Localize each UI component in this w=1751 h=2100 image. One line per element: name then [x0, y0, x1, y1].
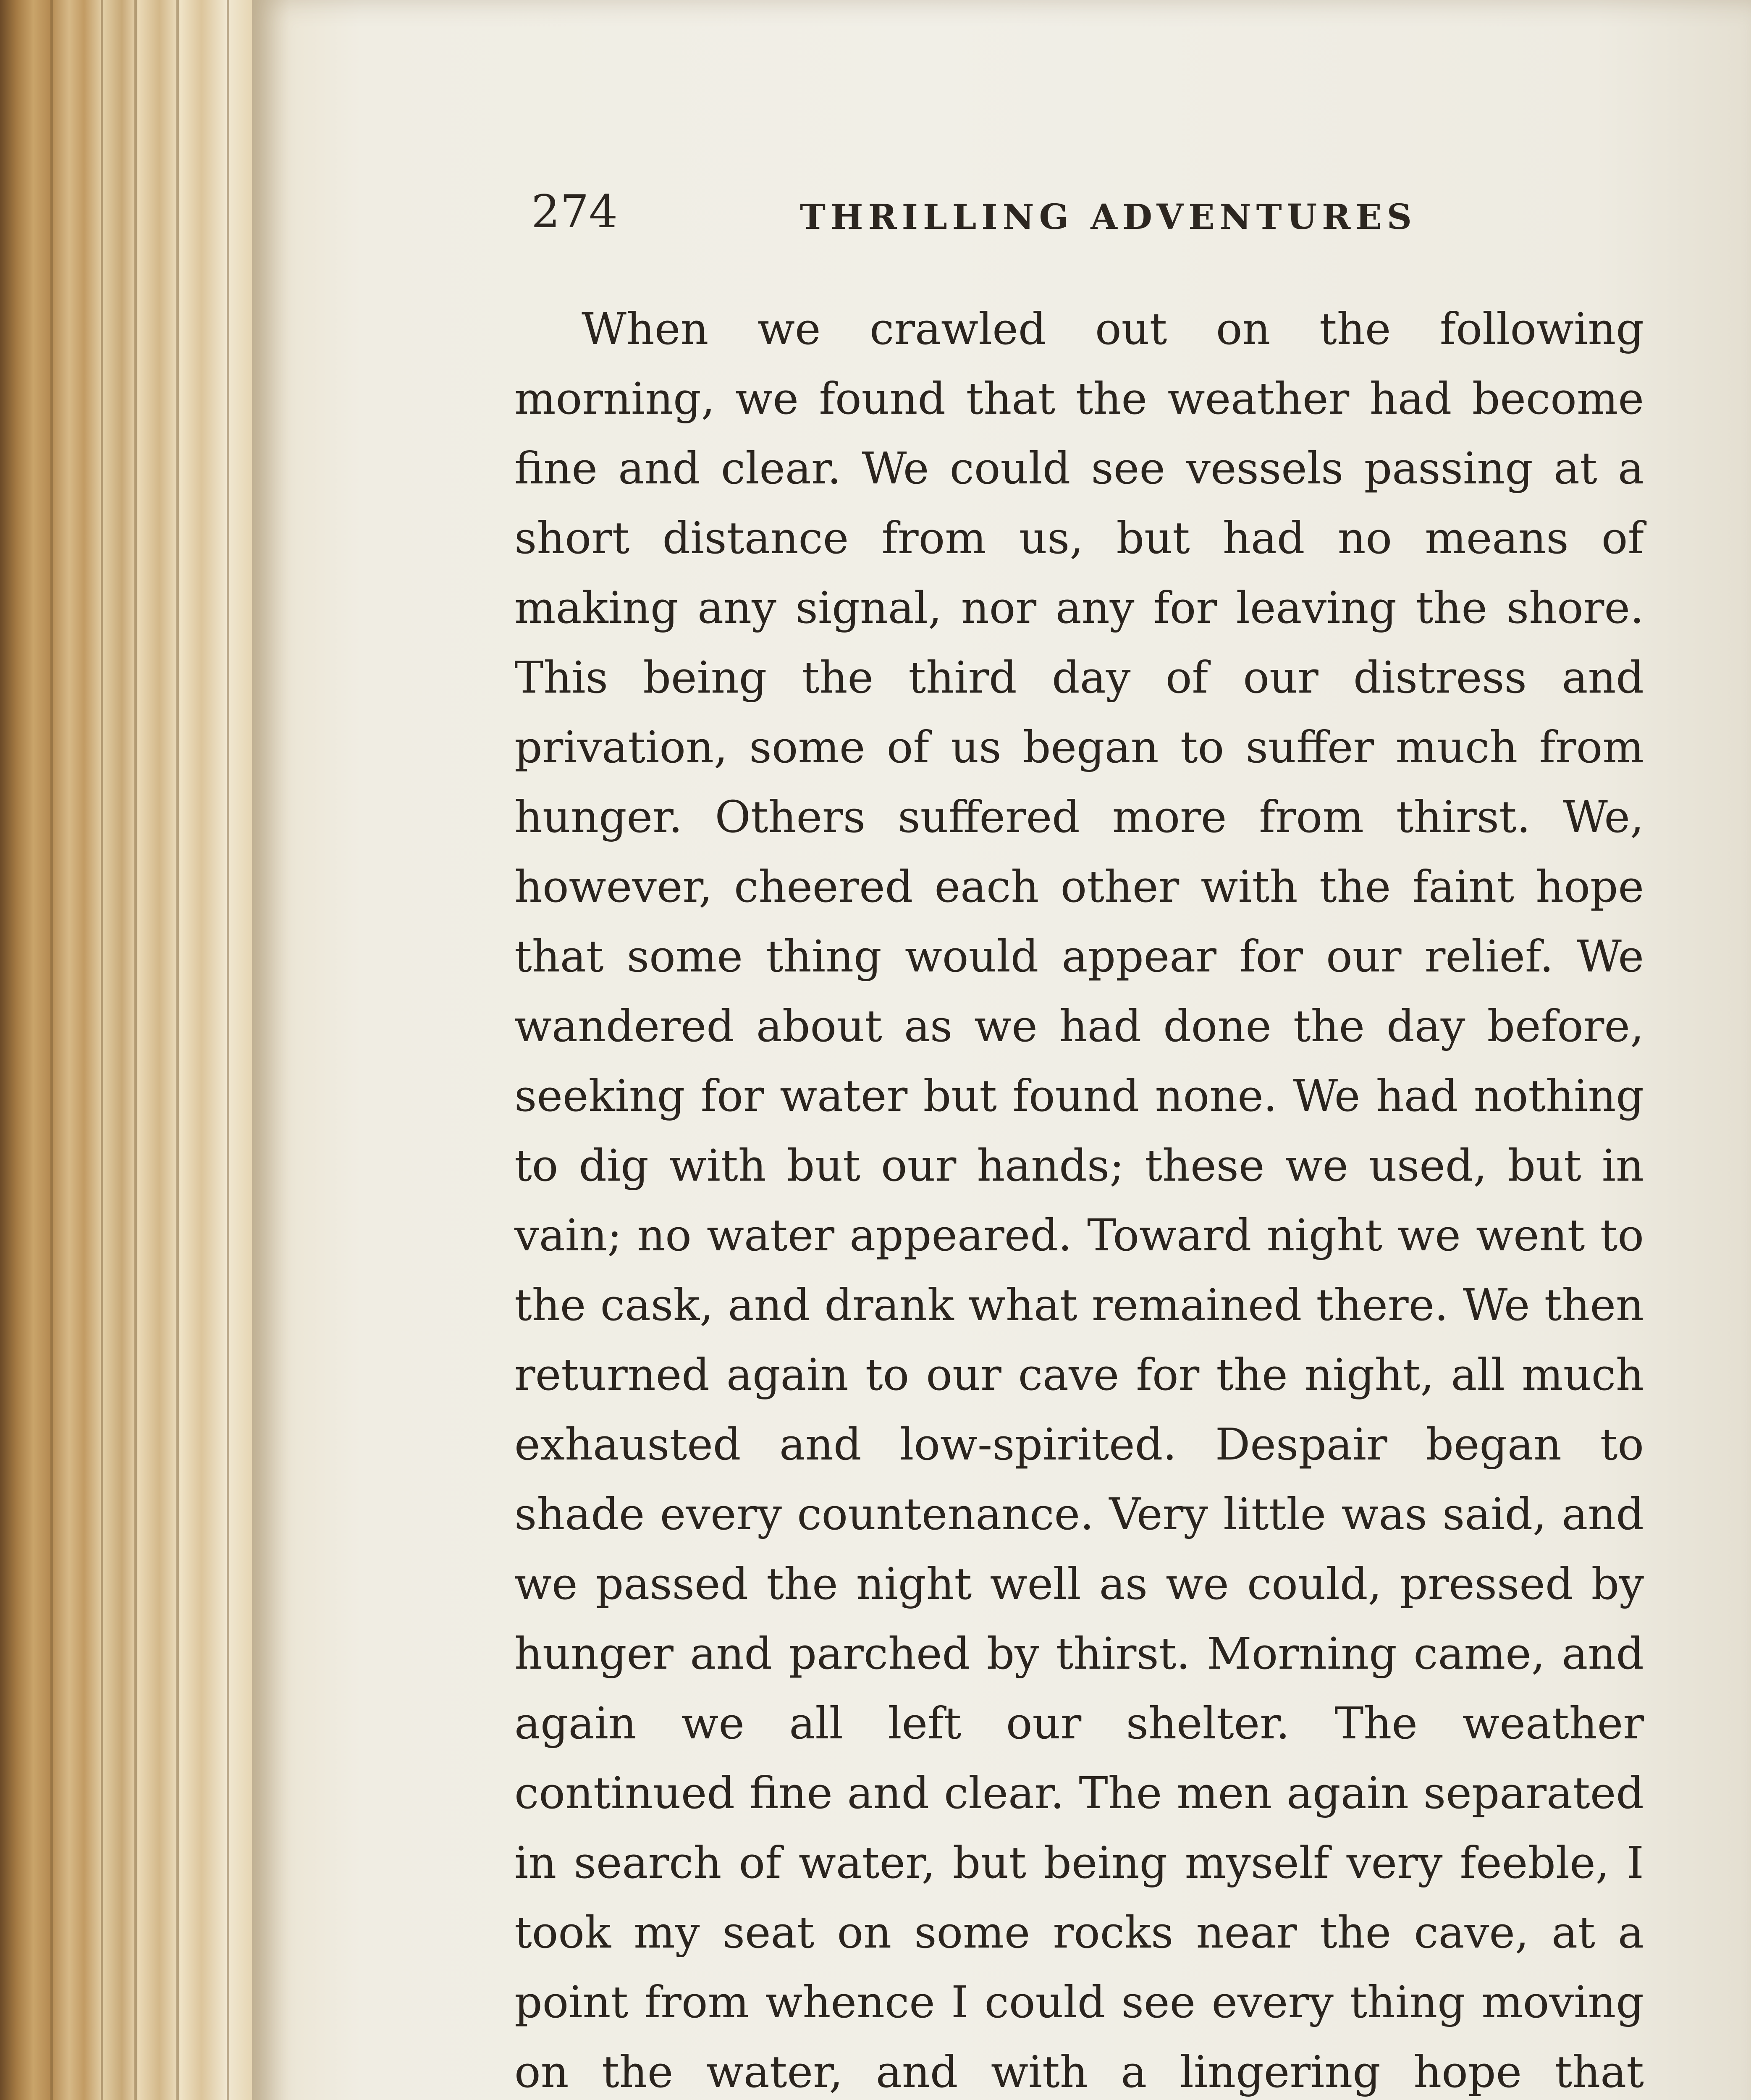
page-edge-line [134, 0, 137, 2100]
page-number: 274 [531, 186, 618, 238]
running-head: THRILLING ADVENTURES [800, 197, 1417, 237]
book-page [252, 0, 1751, 2100]
body-paragraph: When we crawled out on the following morning, we found that the weather had become fine and clear. We could see vessels passing at a short distance from us, but had no means of making any signal, nor any for leaving the shore. This being the third day of our distress and privation, some of us began to suffer much from hunger. Others suffered more from thirst. We, however, cheered each other with the faint hope that some thing would appear for our relief. We wandered about as we had done the day before, seeking for water but found none. We had nothing to dig with but our hands; these we used, but in vain; no water appeared. Toward night we went to the cask, and drank what remained there. We then returned again to our cave for the night, all much exhausted and low-spirited. Despair began to shade every countenance. Very little was said, and we passed the night well as we could, pressed by hunger and parched by thirst. Morning came, and again we all left our shelter. The weather continued fine and clear. The men again separated in search of water, but being myself very feeble, I took my seat on some rocks near the cave, at a point from whence I could see every thing moving on the water, and with a lingering hope that [514, 303, 1644, 2097]
page-edge-line [176, 0, 179, 2100]
page-edge-line [227, 0, 229, 2100]
page-edge-line [50, 0, 53, 2100]
book-page-edges [0, 0, 269, 2100]
page-edge-line [101, 0, 103, 2100]
page-header [531, 181, 1665, 244]
